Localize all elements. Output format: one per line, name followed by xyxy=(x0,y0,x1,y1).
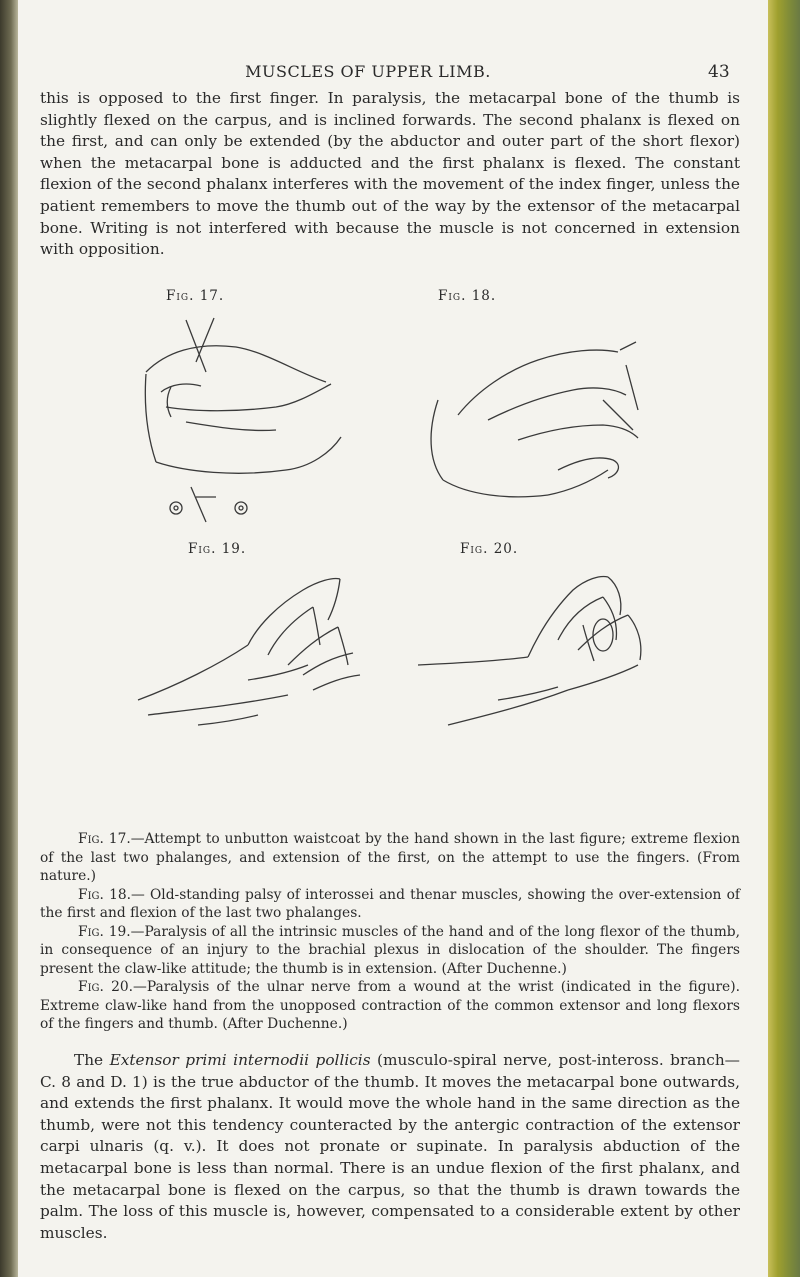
body-paragraph-top: this is opposed to the first finger. In paralysis, the metacarpal bone of the thumb is slightly flexed on the carpus, and is inclined forwards. The second phalanx is flexed on the first, and can only be extended (by the abductor and outer part of the short flexor) when the metacarpal bone is adducted and the first phalanx is flexed. The constant flexion of the second phalanx interferes with the movement of the index finger, unless the patient remembers to move the thumb out of the way by the extensor of the metacarpal bone. Writing is not interfered with because the muscle is not concerned in extension with opposition. xyxy=(40,89,740,259)
hand-buttoning-illustration-icon xyxy=(126,312,356,532)
book-page xyxy=(18,0,768,1277)
fig19-label: Fig. 19. xyxy=(188,541,247,557)
body-paragraph-bottom xyxy=(40,1050,740,1244)
muscle-name: Extensor primi internodii pollicis xyxy=(109,1051,371,1069)
caption-text: — Old-standing palsy of interossei and thenar muscles, showing the over-extension of the first and flexion of the last two phalanges. xyxy=(40,886,740,921)
caption-lead: Fig. 20. xyxy=(78,979,134,995)
hand-thenar-palsy-illustration-icon xyxy=(398,320,658,520)
caption-lead: Fig. 18. xyxy=(78,886,132,903)
ulnar-claw-hand-illustration-icon xyxy=(408,565,668,735)
caption-text: —Attempt to unbutton waistcoat by the hand shown in the last figure; extreme flexion of the last two phalanges, and extension of the first, on the attempt to use the fingers. (From nature.) xyxy=(40,831,740,884)
paragraph-intro: The xyxy=(74,1051,110,1069)
caption-text: —Paralysis of all the intrinsic muscles of the hand and of the long flexor of the thumb, in consequence of an injury to the brachial plexus in dislocation of the shoulder. The fingers present the claw-like attitude; the thumb is in extension. (After Duchenne.) xyxy=(40,923,740,977)
book-gutter-edge xyxy=(0,0,18,1277)
running-title: MUSCLES OF UPPER LIMB. xyxy=(245,62,491,81)
book-cover-edge xyxy=(768,0,800,1277)
fig20-label: Fig. 20. xyxy=(460,541,519,557)
caption-lead: Fig. 17. xyxy=(78,831,131,847)
figure-captions xyxy=(40,830,740,1034)
claw-hand-illustration-icon xyxy=(128,565,378,735)
page-number: 43 xyxy=(708,62,730,82)
caption-fig19 xyxy=(40,923,740,979)
caption-fig18 xyxy=(40,886,740,923)
fig17-label: Fig. 17. xyxy=(166,288,225,304)
paragraph-text: (musculo-spiral nerve, post-inteross. branch—C. 8 and D. 1) is the true abductor of the thumb. It moves the metacarpal bone outwards, and extends the first phalanx. It would move the whole hand in the same direction as the thumb, were not this tendency counteracted by the antergic contraction of the extensor carpi ulnaris (q. v.). It does not pronate or supinate. In paralysis abduction of the metacarpal bone is less than normal. There is an undue flexion of the first phalanx, and the metacarpal bone is flexed on the carpus, so that the thumb is drawn towards the palm. The loss of this muscle is, however, compensated to a considerable extent by other muscles. xyxy=(40,1051,740,1242)
caption-fig20 xyxy=(40,978,740,1034)
caption-text: —Paralysis of the ulnar nerve from a wound at the wrist (indicated in the figure). Extreme claw-like hand from the unopposed contraction of the common extensor and long flexors of the fingers and thumb. (After Duchenne.) xyxy=(40,979,740,1032)
caption-lead: Fig. 19. xyxy=(78,923,131,940)
caption-fig17 xyxy=(40,830,740,886)
fig18-label: Fig. 18. xyxy=(438,288,497,304)
